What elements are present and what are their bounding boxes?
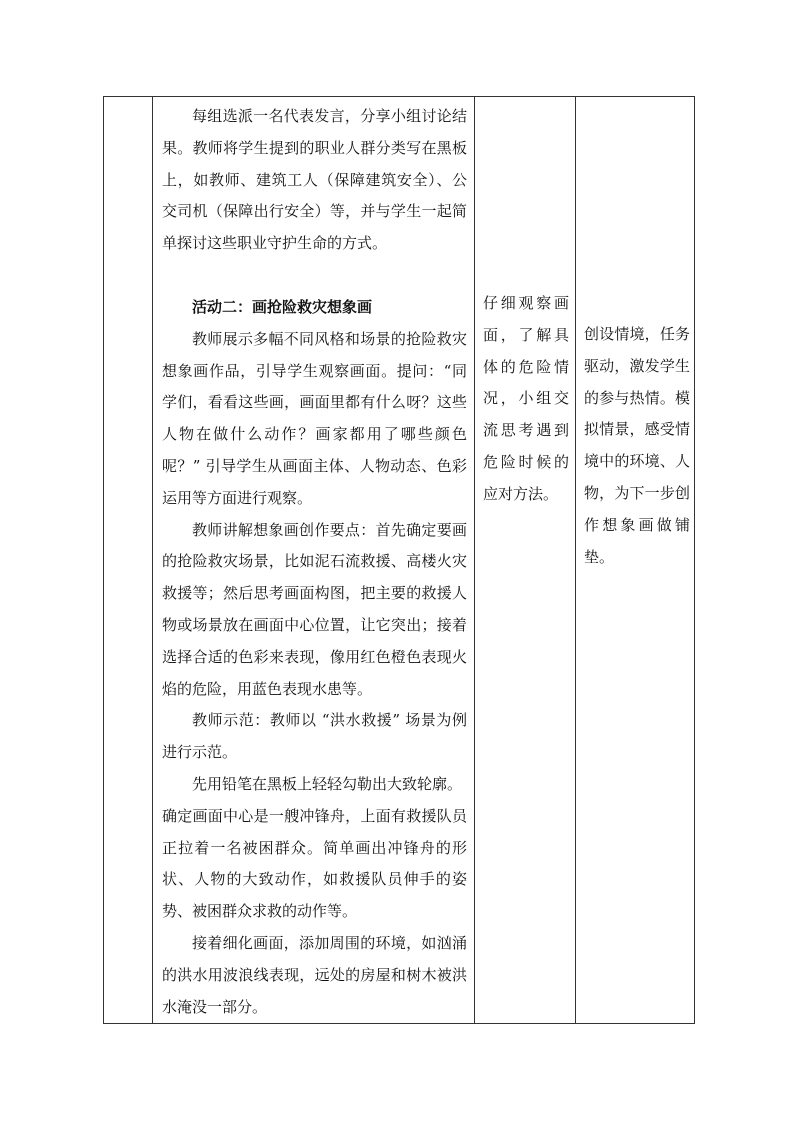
activity-two-heading: 活动二：画抢险救灾想象画: [192, 297, 373, 316]
teaching-process-cell: [153, 97, 475, 1024]
lesson-plan-table: [103, 96, 695, 1024]
design-intent-text: 创设情境，任务驱动，激发学生的参与热情。模拟情景，感受情境中的环境、人物，为下一步创作想象画做铺垫。: [584, 325, 690, 566]
refine-paragraph: 接着细化画面，添加周围的环境，如汹涌的洪水用波浪线表现，远处的房屋和树木被洪水淹没一部分。: [162, 933, 467, 1016]
spacer: [162, 260, 467, 292]
student-activity-cell: [475, 97, 576, 1024]
design-intent-cell: [576, 97, 695, 1024]
sharing-paragraph: 每组选派一名代表发言，分享小组讨论结果。教师将学生提到的职业人群分类写在黑板上，如教师、建筑工人（保障建筑安全）、公交司机（保障出行安全）等，并与学生一起简单探讨这些职业守护生命的方式。: [162, 107, 467, 253]
table-row: [104, 97, 695, 1024]
key-points-paragraph: 教师讲解想象画创作要点：首先确定要画的抢险救灾场景，比如泥石流救援、高楼火灾救援等；然后思考画面构图，把主要的救援人物或场景放在画面中心位置，让它突出；接着选择合适的色彩来表现，像用红色橙色表现火焰的危险，用蓝色表现水患等。: [162, 520, 467, 698]
stage-column-cell: [104, 97, 153, 1024]
composition-paragraph: 确定画面中心是一艘冲锋舟，上面有救援队员正拉着一名被困群众。简单画出冲锋舟的形状、人物的大致动作，如救援队员伸手的姿势、被困群众求救的动作等。: [162, 806, 467, 921]
student-activity-text: 仔细观察画面，了解具体的危险情况，小组交流思考遇到危险时候的应对方法。: [483, 294, 569, 503]
demo-paragraph: 教师示范：教师以 “洪水救援” 场景为例进行示范。: [162, 711, 467, 762]
outline-paragraph: 先用铅笔在黑板上轻轻勾勒出大致轮廓。: [192, 774, 463, 793]
observe-paragraph: 教师展示多幅不同风格和场景的抢险救灾想象画作品，引导学生观察画面。提问：“同学们，看看这些画，画面里都有什么呀？这些人物在做什么动作？画家都用了哪些颜色呢？” 引导学生从画面主体、人物动态、色彩运用等方面进行观察。: [162, 329, 467, 507]
